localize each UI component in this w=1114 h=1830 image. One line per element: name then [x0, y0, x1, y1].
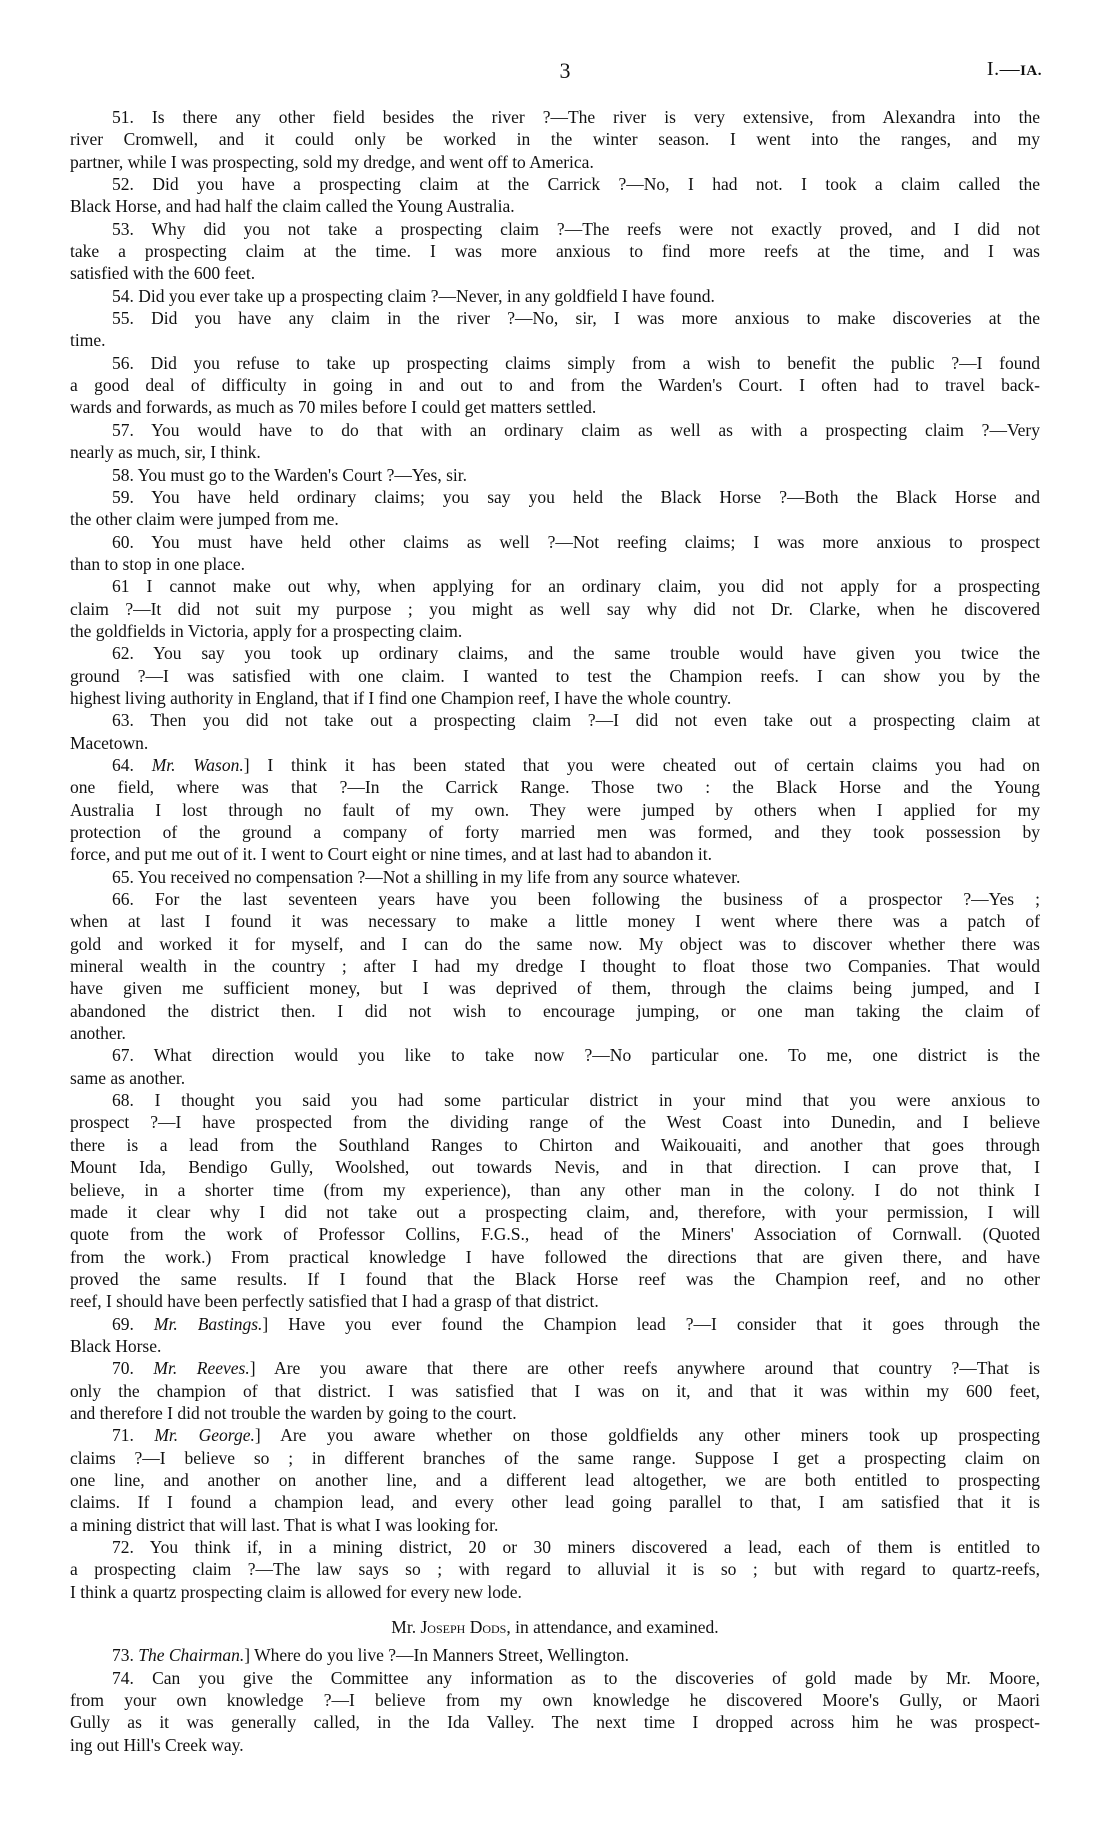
text-line: 69. Mr. Bastings.] Have you ever found the Champion lead ?—I consider that it goes through the: [112, 1313, 1041, 1334]
text-line: [70, 396, 1040, 418]
line-text: and therefore I did not trouble the warden by going to the court.: [70, 1402, 517, 1423]
question-number: 53.: [112, 218, 134, 239]
line-text: ground ?—I was satisfied with one claim. I wanted to test the Champion reefs. I can show you by the: [70, 665, 1040, 686]
line-text: You say you took up ordinary claims, and the same trouble would have given you twice the: [153, 643, 1040, 664]
line-text: I cannot make out why, when applying for an ordinary claim, you did not apply for a prospecting: [146, 576, 1041, 597]
text-line: [70, 1044, 1040, 1066]
question-paragraph: [70, 173, 1040, 218]
line-text: claims. If I found a champion lead, and every other lead going parallel to that, I am satisfied that it is: [70, 1492, 1040, 1513]
question-number: 51.: [112, 107, 134, 127]
speaker-name: Mr. George.: [154, 1425, 255, 1446]
line-text: when at last I found it was necessary to make a little money I went where there was a patch of: [70, 911, 1040, 932]
question-paragraph: [70, 575, 1040, 642]
question-number: 67.: [112, 1045, 134, 1066]
line-text: You have held ordinary claims; you say you held the Black Horse ?—Both the Black Horse and: [151, 486, 1040, 507]
line-text: claims ?—I believe so ; in different branches of the same range. Suppose I get a prospecting claim on: [70, 1447, 1040, 1468]
text-line: [70, 1734, 1040, 1756]
text-line: [70, 285, 1040, 307]
text-line: [70, 799, 1040, 821]
line-text: take a prospecting claim at the time. I was more anxious to find more reefs at the time, and I was: [70, 241, 1040, 262]
line-text: river Cromwell, and it could only be worked in the winter season. I went into the ranges, and my: [70, 129, 1040, 150]
line-text: gold and worked it for myself, and I can do the same now. My object was to discover whether there was: [70, 933, 1040, 954]
text-line: [70, 1290, 1040, 1312]
text-line: [70, 1134, 1040, 1156]
line-text: believe, in a shorter time (from my experience), than any other man in the colony. I do not think I: [70, 1179, 1040, 1200]
line-text: What direction would you like to take now ?—No particular one. To me, one district is the: [153, 1045, 1041, 1066]
text-line: [70, 195, 1040, 217]
text-line: 71. Mr. George.] Are you aware whether on those goldfields any other miners took up prospecting: [112, 1425, 1040, 1446]
text-line: [70, 1268, 1040, 1290]
text-line: [70, 106, 1040, 128]
text-line: [70, 173, 1040, 195]
line-text: have given me sufficient money, but I was deprived of them, through the claims being jumped, and I: [70, 978, 1040, 999]
line-text: Have you ever found the Champion lead ?—I consider that it goes through the: [288, 1313, 1041, 1334]
document-reference: [987, 58, 1042, 81]
line-text: Where do you live ?—In Manners Street, Wellington.: [254, 1645, 630, 1666]
line-text: Can you give the Committee any information as to the discoveries of gold made by Mr. Moore,: [152, 1667, 1041, 1688]
question-paragraph: [70, 642, 1040, 709]
text-line: [70, 441, 1040, 463]
line-text: Did you refuse to take up prospecting claims simply from a wish to benefit the public ?—I found: [150, 352, 1041, 373]
question-number: 59.: [112, 486, 134, 507]
text-line: [70, 1000, 1040, 1022]
questions-section-1: [70, 106, 1040, 1603]
question-paragraph: [70, 531, 1040, 576]
question-number: 69.: [112, 1313, 134, 1334]
question-paragraph: [70, 1313, 1040, 1358]
question-number: 61: [112, 576, 130, 597]
line-text: I thought you said you had some particular district in your mind that you were anxious to: [154, 1090, 1040, 1111]
question-paragraph: [70, 1667, 1040, 1756]
speaker-name: Mr. Wason.: [151, 754, 244, 775]
speaker-name: The Chairman.: [138, 1645, 245, 1666]
line-text: a mining district that will last. That is what I was looking for.: [70, 1514, 499, 1535]
line-text: protection of the ground a company of forty married men was formed, and they took possession by: [70, 822, 1040, 842]
text-line: [70, 575, 1040, 597]
text-line: [70, 1558, 1040, 1580]
document-body: [70, 106, 1040, 1756]
text-line: [70, 419, 1040, 441]
line-text: there is a lead from the Southland Ranges to Chirton and Waikouaiti, and another that goes through: [70, 1134, 1040, 1155]
text-line: [70, 218, 1040, 240]
text-line: [70, 620, 1040, 642]
question-number: 62.: [112, 643, 134, 664]
text-line: [70, 307, 1040, 329]
question-paragraph: [70, 419, 1040, 464]
question-number: 64.: [112, 754, 134, 775]
witness-first-name: Joseph: [420, 1617, 466, 1638]
line-text: one field, where was that ?—In the Carrick Range. Those two : the Black Horse and the Young: [70, 777, 1040, 798]
witness-heading: [70, 1616, 1040, 1638]
question-number: 65.: [112, 866, 134, 887]
speaker-name: Mr. Bastings.: [153, 1313, 263, 1334]
line-text: reef, I should have been perfectly satisfied that I had a grasp of that district.: [70, 1291, 599, 1312]
question-paragraph: [70, 1536, 1040, 1603]
text-line: [70, 1380, 1040, 1402]
text-line: [70, 553, 1040, 575]
text-line: [70, 1223, 1040, 1245]
line-text: Black Horse.: [70, 1335, 162, 1356]
line-text: quote from the work of Professor Collins, F.G.S., head of the Miners' Association of Cornwall. (Quoted: [70, 1224, 1040, 1245]
text-line: [70, 1201, 1040, 1223]
question-number: 57.: [112, 419, 134, 440]
text-line: [70, 1711, 1040, 1733]
line-text: Did you ever take up a prospecting claim ?—Never, in any goldfield I have found.: [138, 285, 715, 306]
line-text: You think if, in a mining district, 20 or 30 miners discovered a lead, each of them is entitled to: [149, 1537, 1040, 1557]
question-paragraph: [70, 486, 1040, 531]
text-line: [70, 821, 1040, 843]
line-text: You must go to the Warden's Court ?—Yes, sir.: [137, 464, 468, 485]
line-text: than to stop in one place.: [70, 553, 245, 574]
line-text: ing out Hill's Creek way.: [70, 1734, 244, 1755]
question-paragraph: [70, 218, 1040, 285]
line-text: nearly as much, sir, I think.: [70, 442, 261, 463]
text-line: [70, 1246, 1040, 1268]
line-text: abandoned the district then. I did not wish to encourage jumping, or one man taking the claim of: [70, 1000, 1040, 1021]
question-paragraph: [70, 1089, 1040, 1312]
line-text: proved the same results. If I found that the Black Horse reef was the Champion reef, and no other: [70, 1268, 1040, 1289]
question-paragraph: [70, 285, 1040, 307]
question-number: 72.: [112, 1537, 134, 1557]
text-line: [70, 1089, 1040, 1111]
witness-last-name: Dods: [469, 1617, 507, 1638]
text-line: [70, 1689, 1040, 1711]
line-text: Why did you not take a prospecting claim ?—The reefs were not exactly proved, and I did not: [151, 218, 1041, 239]
line-text: a good deal of difficulty in going in and out to and from the Warden's Court. I often had to travel back-: [70, 375, 1040, 396]
question-paragraph: [70, 464, 1040, 486]
line-text: I think it has been stated that you were cheated out of certain claims you had on: [267, 754, 1041, 775]
question-number: 70.: [112, 1358, 134, 1379]
text-line: [70, 642, 1040, 664]
line-text: only the champion of that district. I was satisfied that I was on it, and that it was within my 600 feet,: [70, 1380, 1040, 1401]
text-line: [70, 531, 1040, 553]
question-paragraph: [70, 888, 1040, 1044]
text-line: [70, 374, 1040, 396]
reference-small: IA.: [1020, 63, 1042, 79]
text-line: [70, 1469, 1040, 1491]
text-line: [70, 262, 1040, 284]
question-number: 68.: [112, 1090, 134, 1111]
line-text: time.: [70, 330, 106, 351]
question-paragraph: [70, 709, 1040, 754]
text-line: [70, 1179, 1040, 1201]
text-line: [70, 933, 1040, 955]
question-paragraph: [70, 866, 1040, 888]
line-text: I think a quartz prospecting claim is allowed for every new lode.: [70, 1581, 522, 1602]
question-paragraph: [70, 352, 1040, 419]
question-paragraph: [70, 1357, 1040, 1424]
question-paragraph: [70, 1424, 1040, 1536]
text-line: [70, 1156, 1040, 1178]
question-paragraph: [70, 1644, 1040, 1666]
text-line: [70, 1447, 1040, 1469]
line-text: For the last seventeen years have you been following the business of a prospector ?—Yes ;: [154, 889, 1040, 910]
line-text: Black Horse, and had half the claim called the Young Australia.: [70, 196, 515, 217]
text-line: [70, 352, 1040, 374]
text-line: [70, 1402, 1040, 1424]
line-text: Did you have any claim in the river ?—No, sir, I was more anxious to make discoveries at the: [151, 308, 1040, 329]
line-text: the goldfields in Victoria, apply for a prospecting claim.: [70, 620, 463, 641]
line-text: same as another.: [70, 1067, 186, 1088]
heading-suffix: , in attendance, and examined.: [506, 1617, 719, 1638]
text-line: 64. Mr. Wason.] I think it has been stated that you were cheated out of certain claims you had on: [112, 754, 1041, 775]
questions-section-2: [70, 1644, 1040, 1756]
text-line: [70, 329, 1040, 351]
question-paragraph: [70, 307, 1040, 352]
question-number: 71.: [112, 1425, 134, 1446]
question-number: 52.: [112, 174, 134, 195]
line-text: from the work.) From practical knowledge I have followed the directions that are given there, and have: [70, 1246, 1040, 1267]
line-text: force, and put me out of it. I went to Court eight or nine times, and at last had to abandon it.: [70, 844, 713, 865]
question-number: 58.: [112, 464, 134, 485]
line-text: wards and forwards, as much as 70 miles before I could get matters settled.: [70, 397, 597, 418]
speaker-name: Mr. Reeves.: [153, 1358, 250, 1379]
line-text: mineral wealth in the country ; after I had my dredge I thought to float those two Companies. That would: [70, 956, 1040, 977]
line-text: Gully as it was generally called, in the Ida Valley. The next time I dropped across him he was prospect-: [70, 1712, 1040, 1733]
text-line: [70, 776, 1040, 798]
text-line: [70, 1022, 1040, 1044]
question-number: 63.: [112, 710, 134, 731]
line-text: satisfied with the 600 feet.: [70, 263, 256, 284]
line-text: highest living authority in England, that if I find one Champion reef, I have the whole country.: [70, 687, 732, 708]
text-line: 73. The Chairman.] Where do you live ?—In Manners Street, Wellington.: [112, 1645, 630, 1666]
line-text: Macetown.: [70, 732, 149, 753]
text-line: [70, 151, 1040, 173]
line-text: Are you aware whether on those goldfields any other miners took up prospecting: [280, 1425, 1040, 1446]
line-text: partner, while I was prospecting, sold my dredge, and went off to America.: [70, 151, 594, 172]
line-text: from your own knowledge ?—I believe from my own knowledge he discovered Moore's Gully, or Maori: [70, 1690, 1040, 1711]
line-text: claim ?—It did not suit my purpose ; you might as well say why did not Dr. Clarke, when he discovered: [70, 598, 1040, 619]
question-number: 54.: [112, 285, 134, 306]
text-line: [70, 665, 1040, 687]
question-paragraph: [70, 1044, 1040, 1089]
text-line: [70, 1335, 1040, 1357]
text-line: [70, 1514, 1040, 1536]
line-text: Australia I lost through no fault of my own. They were jumped by others when I applied for my: [70, 799, 1040, 820]
text-line: [70, 1581, 1040, 1603]
text-line: [70, 464, 1040, 486]
text-line: [70, 1536, 1040, 1558]
text-line: [70, 1067, 1040, 1089]
text-line: [70, 687, 1040, 709]
line-text: one line, and another on another line, and a different lead altogether, we are both entitled to prospecting: [70, 1469, 1040, 1490]
line-text: Is there any other field besides the river ?—The river is very extensive, from Alexandra into the: [151, 107, 1040, 127]
line-text: You would have to do that with an ordinary claim as well as with a prospecting claim ?—Very: [151, 419, 1040, 440]
text-line: [70, 709, 1040, 731]
question-paragraph: [70, 106, 1040, 173]
question-number: 66.: [112, 889, 134, 910]
line-text: Then you did not take out a prospecting claim ?—I did not even take out a prospecting claim at: [150, 710, 1040, 731]
text-line: [70, 598, 1040, 620]
line-text: Did you have a prospecting claim at the Carrick ?—No, I had not. I took a claim called the: [152, 174, 1040, 195]
text-line: [70, 732, 1040, 754]
text-line: [70, 1667, 1040, 1689]
question-number: 56.: [112, 352, 134, 373]
question-number: 73.: [112, 1645, 134, 1666]
question-number: 55.: [112, 308, 134, 329]
question-paragraph: [70, 754, 1040, 866]
text-line: [70, 888, 1040, 910]
text-line: [70, 486, 1040, 508]
line-text: a prospecting claim ?—The law says so ; with regard to alluvial it is so ; but with regard to quartz-reefs,: [70, 1559, 1040, 1580]
text-line: [70, 1491, 1040, 1513]
line-text: You received no compensation ?—Not a shilling in my life from any source whatever.: [137, 866, 741, 887]
line-text: Are you aware that there are other reefs anywhere around that country ?—That is: [274, 1358, 1040, 1379]
reference-main: I.—: [986, 58, 1021, 80]
line-text: made it clear why I did not take out a prospecting claim, and, therefore, with your permission, I will: [70, 1201, 1040, 1222]
text-line: [70, 955, 1040, 977]
text-line: [70, 240, 1040, 262]
page-number: 3: [559, 58, 571, 83]
line-text: prospect ?—I have prospected from the dividing range of the West Coast into Dunedin, and I believe: [70, 1112, 1040, 1133]
text-line: [70, 866, 1040, 888]
text-line: [70, 508, 1040, 530]
question-number: 60.: [112, 531, 134, 552]
text-line: [70, 910, 1040, 932]
line-text: the other claim were jumped from me.: [70, 509, 339, 530]
text-line: [70, 843, 1040, 865]
line-text: Mount Ida, Bendigo Gully, Woolshed, out towards Nevis, and in that direction. I can prove that, I: [70, 1157, 1040, 1178]
heading-prefix: Mr.: [391, 1617, 421, 1638]
text-line: [70, 1111, 1040, 1133]
text-line: 70. Mr. Reeves.] Are you aware that there are other reefs anywhere around that country ?—That is: [112, 1358, 1040, 1379]
line-text: You must have held other claims as well ?—Not reefing claims; I was more anxious to prospect: [151, 531, 1040, 552]
text-line: [70, 128, 1040, 150]
text-line: [70, 977, 1040, 999]
question-number: 74.: [112, 1667, 134, 1688]
line-text: another.: [70, 1023, 126, 1044]
